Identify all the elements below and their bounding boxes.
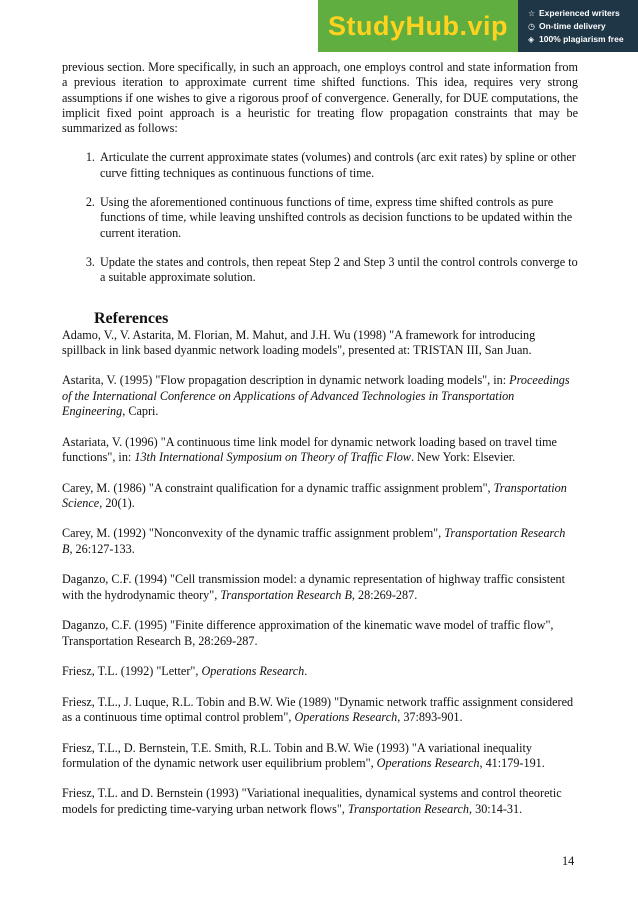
reference-text: Daganzo, C.F. (1994) "Cell transmission model: a dynamic representation of highway traffic consistent with the hydrodynamic theory", xyxy=(62,572,566,602)
reference-details: . New York: Elsevier. xyxy=(410,449,516,464)
reference-details: , 20(1). xyxy=(99,495,135,510)
references-heading: References xyxy=(94,309,169,327)
reference-details: , 37:893-901. xyxy=(397,709,463,724)
reference-item xyxy=(62,373,578,419)
reference-details: , 28:269-287. xyxy=(351,587,418,602)
perk-label: Experienced writers xyxy=(539,7,620,18)
reference-source: Operations Research xyxy=(201,664,305,679)
perk-label: On-time delivery xyxy=(539,20,606,31)
reference-text: Astarita, V. (1995) "Flow propagation description in dynamic network loading models", in: xyxy=(62,373,510,388)
reference-source: 13th International Symposium on Theory of Traffic Flow xyxy=(134,449,411,464)
perk-item xyxy=(528,33,638,46)
reference-item xyxy=(62,618,578,649)
reference-item xyxy=(62,572,578,603)
reference-text: Friesz, T.L. and D. Bernstein (1993) "Variational inequalities, dynamical systems and control theoretic models for predicting time-varying urban network flows", xyxy=(62,786,562,816)
reference-item xyxy=(62,786,578,817)
step-item: 2. Using the aforementioned continuous functions of time, express time shifted controls as pure functions of time, while leaving unshifted controls as decision functions to be updated within the current iteration. xyxy=(98,195,578,241)
reference-source: Transportation Science xyxy=(62,480,567,510)
studyhub-banner[interactable] xyxy=(318,0,638,52)
star-icon: ☆ xyxy=(528,8,536,18)
reference-source: Transportation Research B xyxy=(62,526,566,556)
reference-text: Friesz, T.L., J. Luque, R.L. Tobin and B.W. Wie (1989) "Dynamic network traffic assignment considered as a continuous time optimal control problem", xyxy=(62,694,574,724)
perk-item xyxy=(528,20,638,33)
reference-text: Adamo, V., V. Astarita, M. Florian, M. Mahut, and J.H. Wu (1998) "A framework for introducing spillback in link based dyanmic network loading models", presented at: TRISTAN III, San Juan. xyxy=(62,327,536,357)
reference-details: . xyxy=(304,664,308,679)
reference-item xyxy=(62,328,578,359)
reference-item xyxy=(62,664,578,679)
perk-label: 100% plagiarism free xyxy=(539,33,624,44)
reference-text: Daganzo, C.F. (1995) "Finite difference approximation of the kinematic wave model of traffic flow", Transportation Research B, 28:269-287. xyxy=(62,618,554,648)
reference-details: , 26:127-133. xyxy=(69,541,135,556)
reference-source: Proceedings of the International Conference on Applications of Advanced Technologies in Transportation Engineering xyxy=(62,373,570,419)
reference-source: Transportation Research B xyxy=(220,587,352,602)
reference-text: Friesz, T.L., D. Bernstein, T.E. Smith, R.L. Tobin and B.W. Wie (1993) "A variational inequality formulation of the dynamic network user equilibrium problem", xyxy=(62,740,532,770)
intro-paragraph: previous section. More specifically, in such an approach, one employs control and state information from a previous iteration to approximate current time shifted functions. This idea, requires very strong assumptions if one wishes to give a rigorous proof of convergence. Generally, for DUE computations, the implicit fixed point approach is a heuristic for treating flow propagation constraints that may be summarized as follows: xyxy=(62,60,578,136)
reference-source: Transportation Research xyxy=(347,801,469,816)
reference-item xyxy=(62,481,578,512)
reference-details: , 30:14-31. xyxy=(469,801,523,816)
step-item: 1. Articulate the current approximate states (volumes) and controls (arc exit rates) by spline or other curve fitting techniques as continuous functions of time. xyxy=(98,150,578,181)
reference-item xyxy=(62,526,578,557)
studyhub-logo: StudyHub.vip xyxy=(318,0,518,52)
page-number: 14 xyxy=(562,854,575,868)
perk-item xyxy=(528,7,638,20)
reference-text: Friesz, T.L. (1992) "Letter", xyxy=(62,664,202,679)
reference-list xyxy=(62,328,578,818)
document-body xyxy=(62,60,578,832)
reference-item xyxy=(62,741,578,772)
reference-source: Operations Research xyxy=(376,755,480,770)
reference-details: , 41:179-191. xyxy=(479,755,545,770)
step-list xyxy=(62,150,578,285)
reference-text: Astariata, V. (1996) "A continuous time link model for dynamic network loading based on travel time functions", in: xyxy=(62,434,557,464)
reference-source: Operations Research xyxy=(294,709,398,724)
shield-icon: ◈ xyxy=(528,34,535,44)
reference-text: Carey, M. (1992) "Nonconvexity of the dynamic traffic assignment problem", xyxy=(62,526,445,541)
reference-item xyxy=(62,695,578,726)
reference-details: , Capri. xyxy=(122,404,159,419)
step-item: 3. Update the states and controls, then repeat Step 2 and Step 3 until the control controls converge to a suitable approximate solution. xyxy=(98,255,578,286)
reference-text: Carey, M. (1986) "A constraint qualification for a dynamic traffic assignment problem", xyxy=(62,480,494,495)
clock-icon: ◷ xyxy=(528,21,535,31)
reference-item xyxy=(62,435,578,466)
banner-perks xyxy=(518,0,638,52)
